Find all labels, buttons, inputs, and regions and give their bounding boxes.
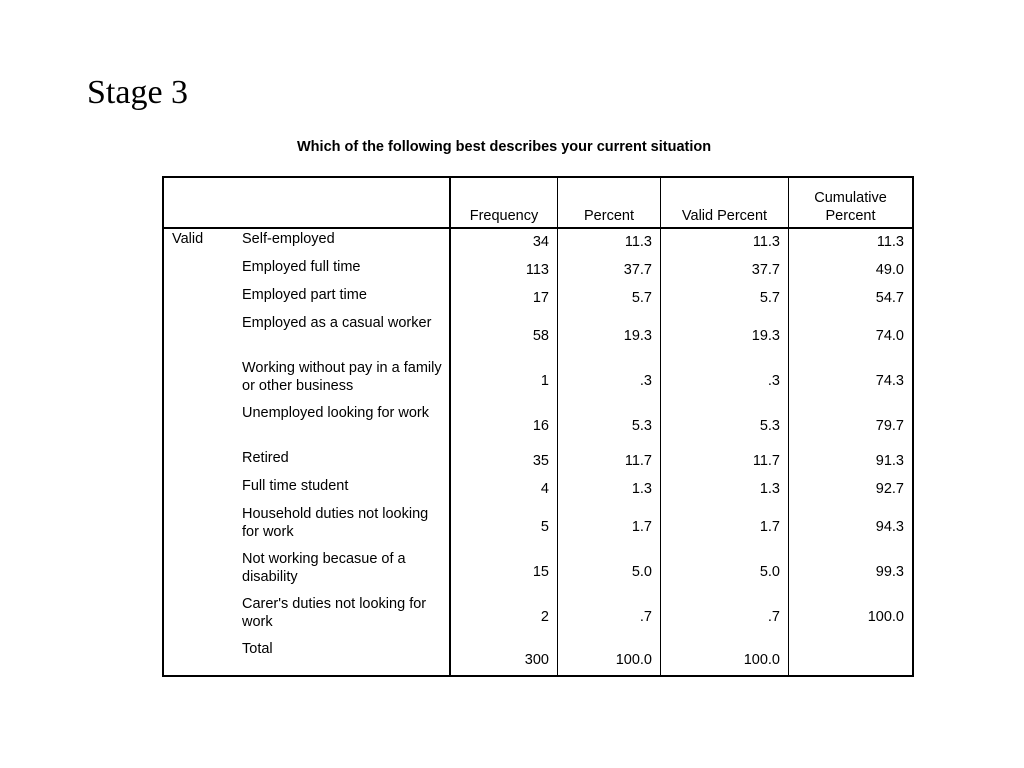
row-label: Household duties not looking for work: [236, 504, 450, 549]
cell-percent: 5.0: [558, 549, 661, 594]
row-label: Working without pay in a family or other business: [236, 358, 450, 403]
cell-valid-percent: 5.3: [661, 403, 789, 448]
cell-cumulative-percent: 74.0: [789, 313, 914, 358]
header-valid-percent: Valid Percent: [661, 177, 789, 228]
table-total-row: [163, 639, 913, 676]
header-blank-section: [163, 177, 236, 228]
cell-valid-percent: 5.0: [661, 549, 789, 594]
cell-valid-percent: 37.7: [661, 257, 789, 285]
cell-percent: 19.3: [558, 313, 661, 358]
table-caption-text: Which of the following best describes your current situation: [297, 139, 712, 155]
cell-frequency: 58: [450, 313, 558, 358]
section-cell-empty: [163, 476, 236, 504]
row-label: Total: [236, 639, 450, 676]
cell-percent: 5.7: [558, 285, 661, 313]
table-body: [163, 228, 913, 676]
row-label: Employed as a casual worker: [236, 313, 450, 358]
section-cell-empty: [163, 403, 236, 448]
cell-frequency: 34: [450, 228, 558, 257]
table-row: [163, 594, 913, 639]
cell-valid-percent: .3: [661, 358, 789, 403]
cell-percent: 37.7: [558, 257, 661, 285]
section-cell-empty: [163, 257, 236, 285]
cell-cumulative-percent: 49.0: [789, 257, 914, 285]
section-cell-empty: [163, 313, 236, 358]
table-row: [163, 504, 913, 549]
row-label: Full time student: [236, 476, 450, 504]
cell-cumulative-percent: 99.3: [789, 549, 914, 594]
cell-valid-percent: 1.7: [661, 504, 789, 549]
cell-cumulative-percent: 11.3: [789, 228, 914, 257]
header-blank-label: [236, 177, 450, 228]
slide-title: Stage 3: [87, 74, 189, 111]
cell-valid-percent: 100.0: [661, 639, 789, 676]
table-row: [163, 285, 913, 313]
table-header-row: [163, 177, 913, 228]
cell-frequency: 2: [450, 594, 558, 639]
cell-cumulative-percent: 100.0: [789, 594, 914, 639]
cell-cumulative-percent: 74.3: [789, 358, 914, 403]
header-cumulative-percent: [789, 177, 914, 228]
section-cell-empty: [163, 549, 236, 594]
table-row: [163, 448, 913, 476]
row-label: Retired: [236, 448, 450, 476]
cell-frequency: 15: [450, 549, 558, 594]
cell-cumulative-percent: 54.7: [789, 285, 914, 313]
table-row: [163, 403, 913, 448]
cell-valid-percent: .7: [661, 594, 789, 639]
cell-valid-percent: 19.3: [661, 313, 789, 358]
cell-valid-percent: 11.7: [661, 448, 789, 476]
cell-percent: 100.0: [558, 639, 661, 676]
table-row: [163, 476, 913, 504]
cell-frequency: 5: [450, 504, 558, 549]
row-label: Employed part time: [236, 285, 450, 313]
cell-percent: 5.3: [558, 403, 661, 448]
row-label: Self-employed: [236, 228, 450, 257]
section-cell-empty: [163, 639, 236, 676]
cell-frequency: 16: [450, 403, 558, 448]
table-row: [163, 549, 913, 594]
cell-frequency: 17: [450, 285, 558, 313]
table-row: [163, 358, 913, 403]
section-cell-empty: [163, 358, 236, 403]
frequency-table: [162, 176, 914, 677]
table-row: [163, 257, 913, 285]
cell-valid-percent: 11.3: [661, 228, 789, 257]
section-label-valid: Valid: [163, 228, 236, 257]
cell-valid-percent: 5.7: [661, 285, 789, 313]
header-cumulative-line2: Percent: [825, 208, 876, 224]
cell-cumulative-percent: 79.7: [789, 403, 914, 448]
section-cell-empty: [163, 448, 236, 476]
cell-percent: 1.7: [558, 504, 661, 549]
cell-cumulative-percent: 92.7: [789, 476, 914, 504]
section-cell-empty: [163, 285, 236, 313]
cell-frequency: 35: [450, 448, 558, 476]
row-label: Employed full time: [236, 257, 450, 285]
cell-percent: 11.7: [558, 448, 661, 476]
cell-percent: 11.3: [558, 228, 661, 257]
header-frequency: Frequency: [450, 177, 558, 228]
row-label: Carer's duties not looking for work: [236, 594, 450, 639]
section-cell-empty: [163, 504, 236, 549]
section-cell-empty: [163, 594, 236, 639]
cell-frequency: 1: [450, 358, 558, 403]
cell-percent: .3: [558, 358, 661, 403]
header-cumulative-line1: Cumulative: [814, 190, 887, 206]
header-percent: Percent: [558, 177, 661, 228]
table-row: [163, 313, 913, 358]
cell-frequency: 4: [450, 476, 558, 504]
row-label: Not working becasue of a disability: [236, 549, 450, 594]
cell-percent: .7: [558, 594, 661, 639]
cell-frequency: 300: [450, 639, 558, 676]
cell-cumulative-percent: [789, 639, 914, 676]
cell-valid-percent: 1.3: [661, 476, 789, 504]
cell-cumulative-percent: 94.3: [789, 504, 914, 549]
cell-cumulative-percent: 91.3: [789, 448, 914, 476]
row-label: Unemployed looking for work: [236, 403, 450, 448]
table-row: [163, 228, 913, 257]
cell-percent: 1.3: [558, 476, 661, 504]
cell-frequency: 113: [450, 257, 558, 285]
